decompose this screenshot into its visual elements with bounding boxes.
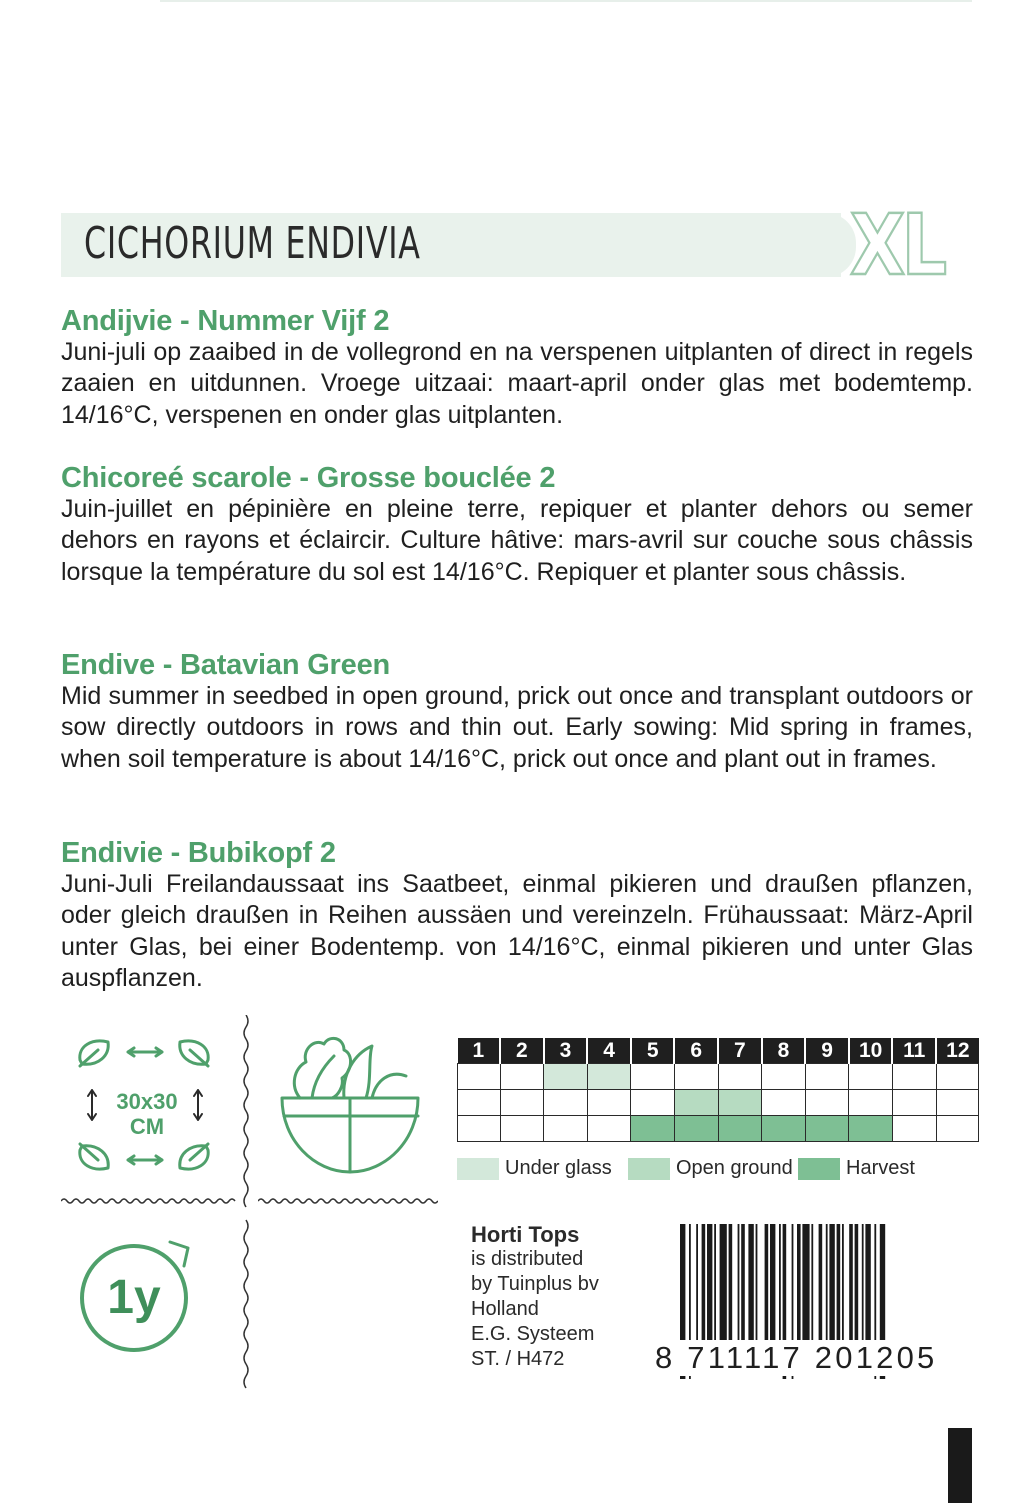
calendar-cell (849, 1116, 893, 1142)
section-english (61, 649, 973, 775)
calendar-cell (544, 1064, 588, 1090)
brand-name: Horti Tops (471, 1222, 580, 1247)
barcode-bar (797, 1224, 801, 1342)
calendar-cell (718, 1116, 762, 1142)
barcode-bar (811, 1224, 813, 1342)
calendar-cell (631, 1116, 675, 1142)
barcode-bar (842, 1224, 844, 1342)
section-text: Juin-juillet en pépinière en pleine terre, repiquer et planter dehors ou semer dehors en rayons et éclaircir. Culture hâtive: mars-avril sur couche sous châssis lorsque la température du sol est 14/16°C. Repiquer et planter sous châssis. (61, 495, 973, 586)
calendar-cell (587, 1116, 631, 1142)
legend-swatch (457, 1158, 499, 1180)
size-badge: XL (850, 196, 944, 294)
month-header: 12 (936, 1038, 979, 1064)
calendar-cell (674, 1116, 718, 1142)
section-title: Chicoreé scarole - Grosse bouclée 2 (61, 462, 556, 494)
calendar-month-row (458, 1038, 979, 1064)
calendar-cell (805, 1090, 849, 1116)
month-header: 8 (762, 1038, 806, 1064)
section-title: Endivie - Bubikopf 2 (61, 837, 336, 869)
calendar-cell (500, 1116, 544, 1142)
calendar-cell (936, 1116, 979, 1142)
calendar-cell (762, 1116, 806, 1142)
calendar-cell (849, 1090, 893, 1116)
barcode-bar (779, 1224, 781, 1342)
horizontal-divider-right (258, 1196, 438, 1206)
calendar-cell (674, 1064, 718, 1090)
section-title: Endive - Batavian Green (61, 649, 391, 681)
latin-name: CICHORIUM ENDIVIA (84, 218, 421, 269)
top-rule (160, 0, 972, 2)
legend-label: Under glass (505, 1157, 612, 1179)
calendar-cell (936, 1090, 979, 1116)
calendar-cell (892, 1116, 936, 1142)
sowing-calendar (457, 1038, 979, 1142)
calendar-cell (718, 1064, 762, 1090)
barcode-bar (765, 1224, 769, 1342)
calendar-cell (500, 1090, 544, 1116)
corner-mark (948, 1428, 972, 1503)
calendar-cell (631, 1090, 675, 1116)
calendar-cell (718, 1090, 762, 1116)
barcode-bar (738, 1224, 740, 1342)
barcode-bar (802, 1224, 809, 1342)
calendar-legend (457, 1157, 977, 1185)
month-header: 9 (805, 1038, 849, 1064)
calendar-row-harvest (458, 1116, 979, 1142)
calendar-cell (631, 1064, 675, 1090)
section-german (61, 837, 973, 994)
calendar-cell (587, 1064, 631, 1090)
horizontal-divider-left (61, 1196, 236, 1206)
distributor-line: ST. / H472 (471, 1348, 565, 1370)
barcode-bar (862, 1224, 864, 1342)
calendar-cell (458, 1064, 501, 1090)
calendar-cell (762, 1090, 806, 1116)
calendar-cell (544, 1090, 588, 1116)
legend-harvest (798, 1157, 915, 1180)
calendar-cell (849, 1064, 893, 1090)
calendar-row-under-glass (458, 1064, 979, 1090)
legend-label: Harvest (846, 1157, 915, 1179)
calendar-cell (458, 1116, 501, 1142)
distributor-line: E.G. Systeem (471, 1323, 595, 1345)
barcode-bar (829, 1224, 834, 1342)
calendar-row-open-ground (458, 1090, 979, 1116)
calendar-cell (892, 1090, 936, 1116)
barcode-bar (770, 1224, 775, 1342)
barcode-bar (849, 1224, 853, 1342)
barcode-bar (729, 1224, 733, 1342)
section-text: Juni-Juli Freilandaussaat ins Saatbeet, einmal pikieren und draußen pflanzen, oder gleich draußen in Reihen aussäen und vereinzeln. Frühaussaat: März-April unter Glas, bei einer Bodentemp. von 14/16°C, einmal pikieren und unter Glas auspflanzen. (61, 870, 973, 992)
month-header: 7 (718, 1038, 762, 1064)
barcode-bar (720, 1224, 727, 1342)
spacing-value: 30x30 (116, 1089, 178, 1114)
barcode-bar (756, 1224, 758, 1342)
calendar-cell (587, 1090, 631, 1116)
barcode-bar (707, 1224, 712, 1342)
distributor-info (471, 1222, 599, 1372)
legend-swatch (798, 1158, 840, 1180)
section-text: Juni-juli op zaaibed in de vollegrond en na verspenen uitplanten of direct in regels zaaien en uitdunnen. Vroege uitzaai: maart-april onder glas met bodemtemp. 14/16°C, verspenen en onder glas uitplanten. (61, 338, 973, 429)
barcode-bar (819, 1224, 823, 1342)
month-header: 3 (544, 1038, 588, 1064)
month-header: 4 (587, 1038, 631, 1064)
barcode-bar (855, 1224, 859, 1342)
calendar-cell (500, 1064, 544, 1090)
month-header: 11 (892, 1038, 936, 1064)
calendar-cell (892, 1064, 936, 1090)
barcode-bar (837, 1224, 841, 1342)
barcode-bar (714, 1224, 716, 1342)
barcode-bar (741, 1224, 745, 1342)
month-header: 5 (631, 1038, 675, 1064)
calendar-cell (674, 1090, 718, 1116)
calendar-cell (544, 1116, 588, 1142)
section-title: Andijvie - Nummer Vijf 2 (61, 305, 390, 337)
barcode-bar (696, 1224, 698, 1342)
calendar-cell (936, 1064, 979, 1090)
legend-under-glass (457, 1157, 612, 1180)
lifespan-label: 1y (107, 1271, 161, 1324)
spacing-label (104, 1089, 190, 1139)
legend-swatch (628, 1158, 670, 1180)
section-text: Mid summer in seedbed in open ground, prick out once and transplant outdoors or sow directly outdoors in rows and thin out. Early sowing: Mid spring in frames, when soil temperature is about 14/16°C, prick out once and plant out in frames. (61, 682, 973, 773)
month-header: 2 (500, 1038, 544, 1064)
vertical-divider (241, 1015, 251, 1390)
barcode-bar (748, 1224, 753, 1342)
barcode-digits: 8 711117 201205 (655, 1340, 938, 1375)
legend-label: Open ground (676, 1157, 793, 1179)
barcode-bar (826, 1224, 828, 1342)
section-french (61, 462, 973, 588)
distributor-line: Holland (471, 1298, 539, 1320)
calendar-cell (805, 1116, 849, 1142)
spacing-unit: CM (129, 1114, 165, 1139)
section-dutch (61, 305, 973, 431)
distributor-line: by Tuinplus bv (471, 1273, 599, 1295)
month-header: 6 (674, 1038, 718, 1064)
salad-bowl-icon (272, 1024, 424, 1180)
legend-open-ground (628, 1157, 793, 1180)
barcode-bar (702, 1224, 706, 1342)
barcode-bar (865, 1224, 870, 1342)
month-header: 10 (849, 1038, 893, 1064)
calendar-cell (805, 1064, 849, 1090)
calendar-cell (762, 1064, 806, 1090)
month-header: 1 (458, 1038, 501, 1064)
calendar-cell (458, 1090, 501, 1116)
distributor-line: is distributed (471, 1248, 584, 1270)
